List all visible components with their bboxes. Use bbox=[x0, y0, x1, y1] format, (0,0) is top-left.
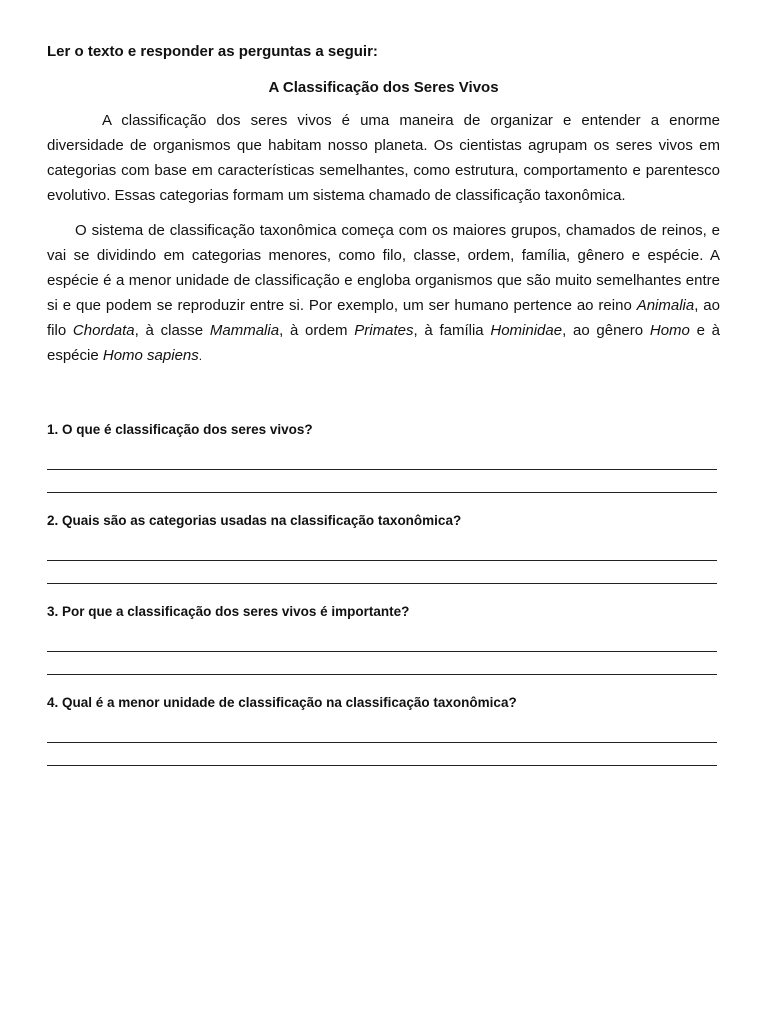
answer-line[interactable] bbox=[47, 651, 717, 652]
taxon-family: Hominidae bbox=[490, 322, 563, 339]
question-block-3 bbox=[47, 603, 720, 675]
instruction-text: Ler o texto e responder as perguntas a seguir: bbox=[47, 43, 378, 60]
taxon-phylum: Chordata bbox=[72, 322, 135, 339]
paragraph-2-text: e à espécie bbox=[47, 322, 721, 364]
paragraph-2-text: , à família bbox=[413, 322, 491, 339]
answer-line[interactable] bbox=[47, 469, 717, 470]
question-block-1 bbox=[47, 421, 720, 493]
taxon-genus: Homo bbox=[649, 322, 690, 339]
taxon-class: Mammalia bbox=[209, 322, 280, 339]
taxon-species: Homo sapiens bbox=[102, 347, 199, 364]
paragraph-2 bbox=[47, 218, 720, 369]
question-1-text: 1. O que é classificação dos seres vivos? bbox=[47, 422, 313, 437]
answer-line[interactable] bbox=[47, 492, 717, 493]
answer-line[interactable] bbox=[47, 583, 717, 584]
question-3-text: 3. Por que a classificação dos seres vivos é importante? bbox=[47, 604, 410, 619]
taxon-kingdom: Animalia bbox=[636, 297, 695, 314]
document-title: A Classificação dos Seres Vivos bbox=[268, 79, 499, 96]
answer-line[interactable] bbox=[47, 742, 717, 743]
question-block-2 bbox=[47, 512, 720, 584]
paragraph-2-end: . bbox=[198, 349, 203, 363]
paragraph-1: A classificação dos seres vivos é uma maneira de organizar e entender a enorme diversidade de organismos que habitam nosso planeta. Os cientistas agrupam os seres vivos em categorias com base em características semelhantes, como estrutura, comportamento e parentesco evolutivo. Essas categorias formam um sistema chamado de classificação taxonômica. bbox=[47, 112, 720, 204]
answer-line[interactable] bbox=[47, 674, 717, 675]
worksheet-page bbox=[47, 42, 720, 766]
question-4-text: 4. Qual é a menor unidade de classificação na classificação taxonômica? bbox=[47, 695, 517, 710]
paragraph-2-text: , à ordem bbox=[279, 322, 355, 339]
answer-line[interactable] bbox=[47, 560, 717, 561]
taxon-order: Primates bbox=[354, 322, 414, 339]
paragraph-2-text: , ao gênero bbox=[562, 322, 650, 339]
question-block-4 bbox=[47, 694, 720, 766]
answer-line[interactable] bbox=[47, 765, 717, 766]
paragraph-2-text: , ao filo bbox=[47, 297, 720, 339]
questions-section bbox=[47, 421, 720, 766]
paragraph-2-intro: O sistema de classificação taxonômica começa com os maiores grupos, chamados de reinos, e vai se dividindo em categorias menores, como filo, classe, ordem, família, gênero e espécie. A espécie é a menor unidade de classificação e engloba organismos que são muito semelhantes entre si e que podem se reproduzir entre si. Por exemplo, um ser humano pertence ao reino bbox=[47, 222, 720, 314]
paragraph-2-text: , à classe bbox=[134, 322, 210, 339]
question-2-text: 2. Quais são as categorias usadas na classificação taxonômica? bbox=[47, 513, 462, 528]
